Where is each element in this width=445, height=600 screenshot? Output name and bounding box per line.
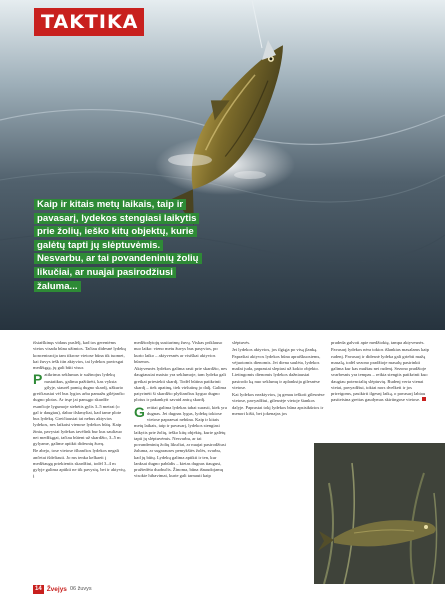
article-paragraph: medžiodytojų susitarimų žuvų. Viskas priklauso nuo laiko: vieno metu žuvys bus pasyvios, po kurio laiko – aktyvesnės ar visiškai aktyvios būsenos. (134, 340, 223, 364)
page-number: 14 (35, 585, 42, 592)
section-tag: TAKTIKA (34, 8, 144, 36)
article-paragraph: Jei lydekos aktyvios, jos ilgiąja po visą įlanką. Papraštai aktyvos lydekos būna apraiškuosiems, vėjuotomis dienomis. Jei diena saulėta, lydekos mažai juda, paprastai slepiasi už kokio objekto. Lietingomis dienomis lydekos dažniausiai pasirodo ką nuo seklumų ir aplankstja gilesnėse vietose. (232, 347, 321, 390)
article-paragraph (134, 405, 227, 480)
article-column-4 (331, 340, 431, 405)
pull-quote-text: Kaip ir kitais metų laikais, taip ir pavasarį, lydekos stengiasi laikytis prie žolių, ieško kitų objektų, kurie galėtų tapti jų slėptuvėmis. Nesvarbu, ar tai povandeninių žolių likučiai, ar nuajai pasirodžiusi žaluma... (34, 199, 202, 292)
page-footer (33, 584, 92, 594)
article-column-1 (33, 340, 126, 481)
article-paragraph (33, 372, 126, 447)
magazine-name: Žvejys (46, 585, 67, 593)
article-paragraph: Aktyvesnės lydekos galima rasti prie skardžio, nes daugiausiai maisto yra seklumoje, tam lydeka gali greikai priesiekti skardį. Todėl būtina patikrinti skardį – tiek apatinę, tiek viršutinę jo dalį. Galima patyrinėti ši skardžio plyštančius kyguo dugno plotus ir pakankyti savaid antrą skardį. (134, 366, 228, 403)
article-paragraph: Be abejo, tose vietose išbančios lydekos negali ančetai išdeliauti. Jo ms tenka kelkaeit į medžiaugę priekientis skardžiui, todėl 3–4 m gylyje galima aptikti ne tik pavysių, bei ir aktyvių, į (33, 448, 126, 479)
paragraph-body: atikrinus seklumas ir sužinojus lydekų nustatikus, galima pažiūrėti, kas vyksta gilyje, siaurėl pamią dugno skardį, užkurio greičiausiai vėl bus lygios arba pamažu gilėjančio dugno plotas. Ar ieąe jai pamągo skardže esančioje lygumoje stebėtis gylis 3–5 metrai (o gal ir daugiau), dabar ilskmyliai, kad tame plote bus lydekų. Greičiausiai tai nebus aktyvios lydekos, nes laikatsi vienose lydekos būtų. Kaip žinia, pavysiai lydekas iavėlink bur kus saulizuo nei medžiągai, tačiau būtent už skardžio, 3–5 m gylyame, galime aptikti didesnių žuvų. (33, 372, 125, 446)
article-paragraph: slėptuvės. (232, 340, 251, 345)
pike-in-grass-illustration (314, 443, 445, 584)
drop-cap: G (134, 403, 145, 420)
article-paragraph: pradeda galvoti apie medžiokię, tampa aktyvesnės. (331, 340, 425, 345)
article-paragraph (331, 347, 431, 403)
end-mark-icon (422, 397, 426, 401)
article-paragraph: Kai lydekos neaktyvios, jų genau ieškoti gilesnėse vietose, pavyzdžiui, gilesnėje vietoje šiankos dalyje. Paprastai tokį lydekos būna apsisikūrios ir menori kišti, bet jokenajas jos (232, 392, 325, 416)
paragraph-body: reitiai galima lydekas tabai surasti, kiek yra dugnas. Jei dugnas lygus, lydekų tokiose vietose papraesai nebūna. Kaip ir kitais metų laikais, taip ir pavasarį, lydekos stengiasi laikytis prie žolių, ieško kitų objektų, kurie galėtų tapti jų slėptuvėmis. Nesvarbu, ar tai povandeninių žolių likučiai, ar nuajai pasirodžiusi žaluma, ar sugarauses pemykštės žolės, svarbu, kad jų būtų. Lydekų galima aptikti ir ten, kur lanksai dugno pabūdis – kietas dugnas tiaugusi, pražiedėta duobučis. Žinoma, būna išnaudojamų visokie hibavimai, kurie gali tarnauti kaip (134, 404, 227, 479)
issue-label: 06 žuvys (69, 586, 92, 592)
drop-cap: P (33, 371, 43, 388)
article-column-3 (232, 340, 325, 418)
inset-photo (314, 443, 445, 584)
paragraph-body: Pavasarį lydekos nėra tokios išlankias masalams kaip rudenį. Pavasarį ir didesnė lydeka gali griebti mažą masalą, todėl sezono pradžioje masalų pasirinkti galima kur kas mažiau nei rudenį. Sezono pradžioje svarbesnis yra tempas – reikia stengtis patikrinti kuo daugiau potencialių slėptuvių. Rudenį verta vienai vietai, pavyzdžiui, tokiai nors dvelketi ir jos prireigoms, pasikirti ilgesnį laiką, o pavasarį labiau pasiteisina greitas gaudymas skirtingose vietose. (331, 347, 429, 403)
pull-quote (34, 198, 202, 293)
article-column-2 (134, 340, 227, 481)
article-paragraph: išsiaiškinęs vidaus puslėlį, kad tos gereniėms vietos visada būna užimtos. Tačiau didesnė lydekų koncentracija tam tikrose vietose būna tik tuomet, kai žuvys iešk itin aktyvios, tai lydekos pavirsgai medžiągą, jų gali būti visur. (33, 340, 126, 370)
